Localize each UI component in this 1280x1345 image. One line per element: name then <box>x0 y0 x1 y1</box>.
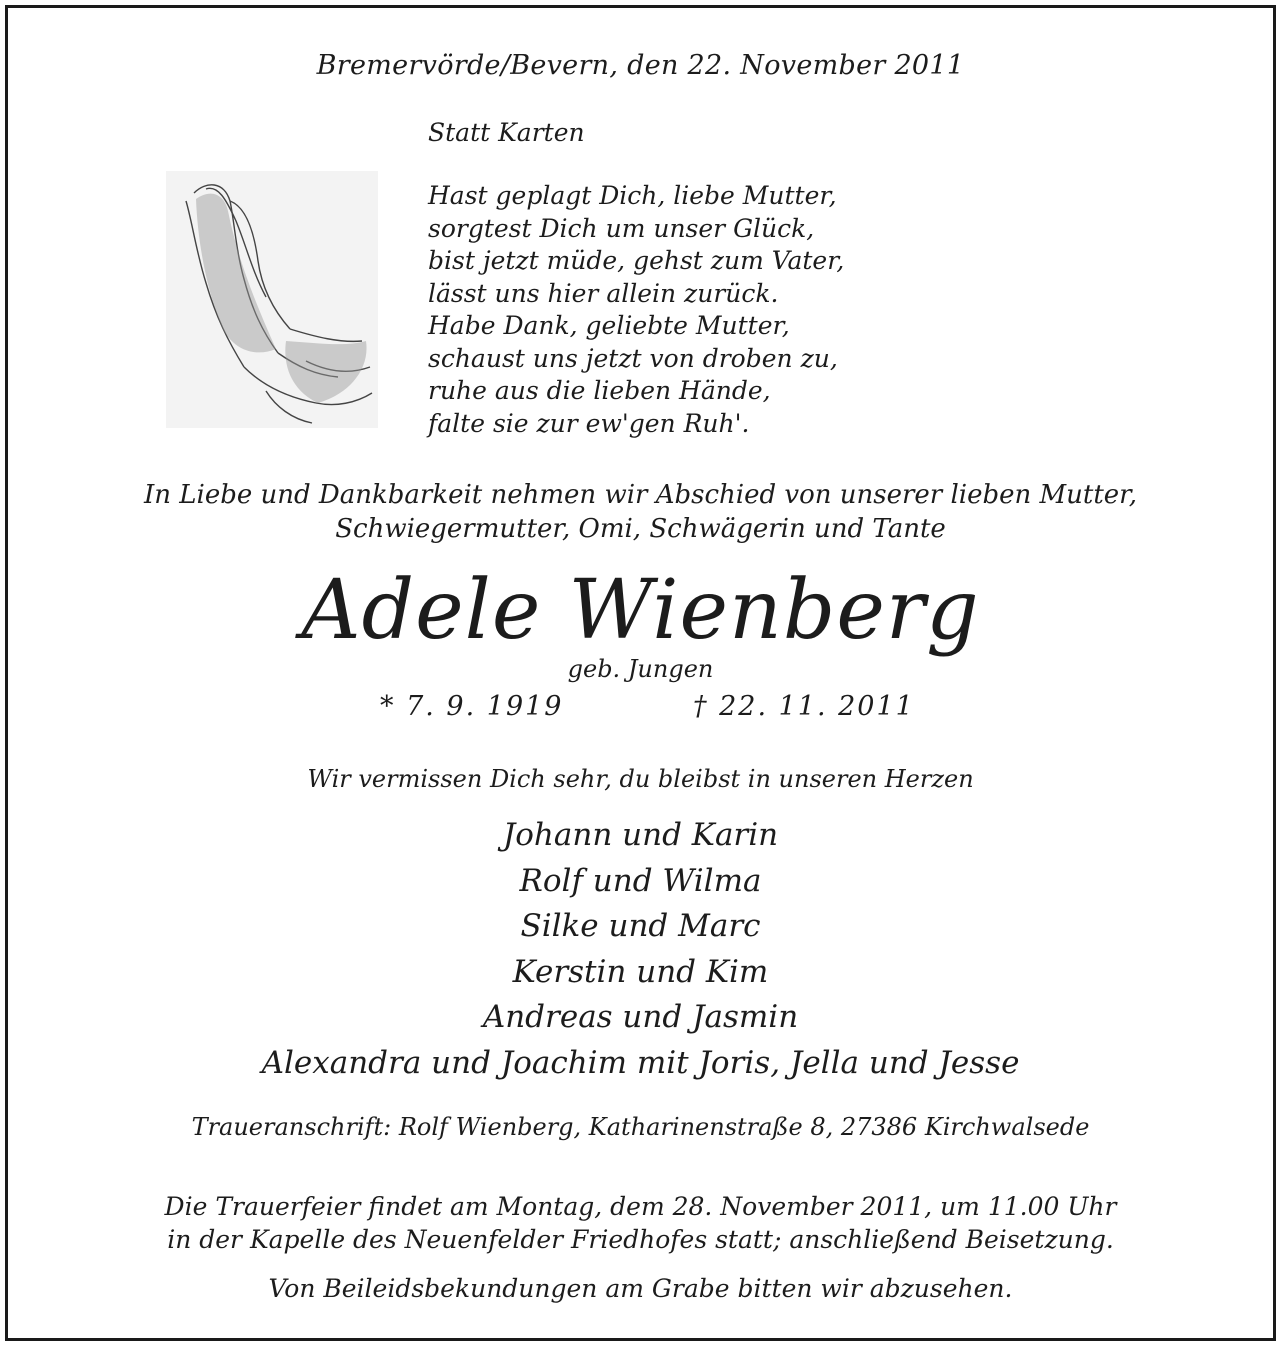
family-member: Silke und Marc <box>520 908 761 944</box>
family-member: Alexandra und Joachim mit Joris, Jella und Jesse <box>261 1044 1020 1081</box>
funeral-line: in der Kapelle des Neuenfelder Friedhofes statt; anschließend Beisetzung. <box>167 1225 1114 1254</box>
intro-text <box>8 478 1273 546</box>
intro-line: In Liebe und Dankbarkeit nehmen wir Abschied von unserer lieben Mutter, <box>143 480 1138 510</box>
intro-line: Schwiegermutter, Omi, Schwägerin und Tante <box>335 514 946 544</box>
funeral-line: Die Trauerfeier findet am Montag, dem 28. November 2011, um 11.00 Uhr <box>164 1192 1117 1221</box>
poem-line: ruhe aus die lieben Hände, <box>428 376 771 405</box>
missed-line: Wir vermissen Dich sehr, du bleibst in unseren Herzen <box>307 765 974 793</box>
statt-karten: Statt Karten <box>428 118 585 147</box>
family-member: Johann und Karin <box>502 817 779 853</box>
poem-line: Habe Dank, geliebte Mutter, <box>428 311 790 340</box>
poem-line: Hast geplagt Dich, liebe Mutter, <box>428 181 837 210</box>
poem-line: bist jetzt müde, gehst zum Vater, <box>428 246 845 275</box>
obituary-notice <box>5 5 1276 1341</box>
maiden-name: geb. Jungen <box>567 655 714 683</box>
funeral-info <box>8 1190 1273 1256</box>
poem-line: falte sie zur ew'gen Ruh'. <box>428 408 750 438</box>
poem-line: schaust uns jetzt von droben zu, <box>428 343 838 373</box>
family-member: Andreas und Jasmin <box>482 999 799 1035</box>
family-list <box>8 813 1273 1086</box>
praying-hands-drawing <box>166 171 378 428</box>
mourning-address: Traueranschrift: Rolf Wienberg, Katharinenstraße 8, 27386 Kirchwalsede <box>191 1113 1090 1141</box>
death-date: † 22. 11. 2011 <box>693 691 915 722</box>
family-member: Kerstin und Kim <box>512 953 769 990</box>
family-member: Rolf und Wilma <box>519 862 762 899</box>
birth-date: * 7. 9. 1919 <box>380 691 564 722</box>
poem-line: lässt uns hier allein zurück. <box>428 278 779 308</box>
poem <box>428 180 844 440</box>
deceased-name: Adele Wienberg <box>301 563 980 658</box>
praying-hands-icon <box>166 171 378 428</box>
condolence-note: Von Beileidsbekundungen am Grabe bitten wir abzusehen. <box>268 1274 1013 1303</box>
poem-line: sorgtest Dich um unser Glück, <box>428 213 815 243</box>
place-date: Bremervörde/Bevern, den 22. November 2011 <box>316 50 965 81</box>
